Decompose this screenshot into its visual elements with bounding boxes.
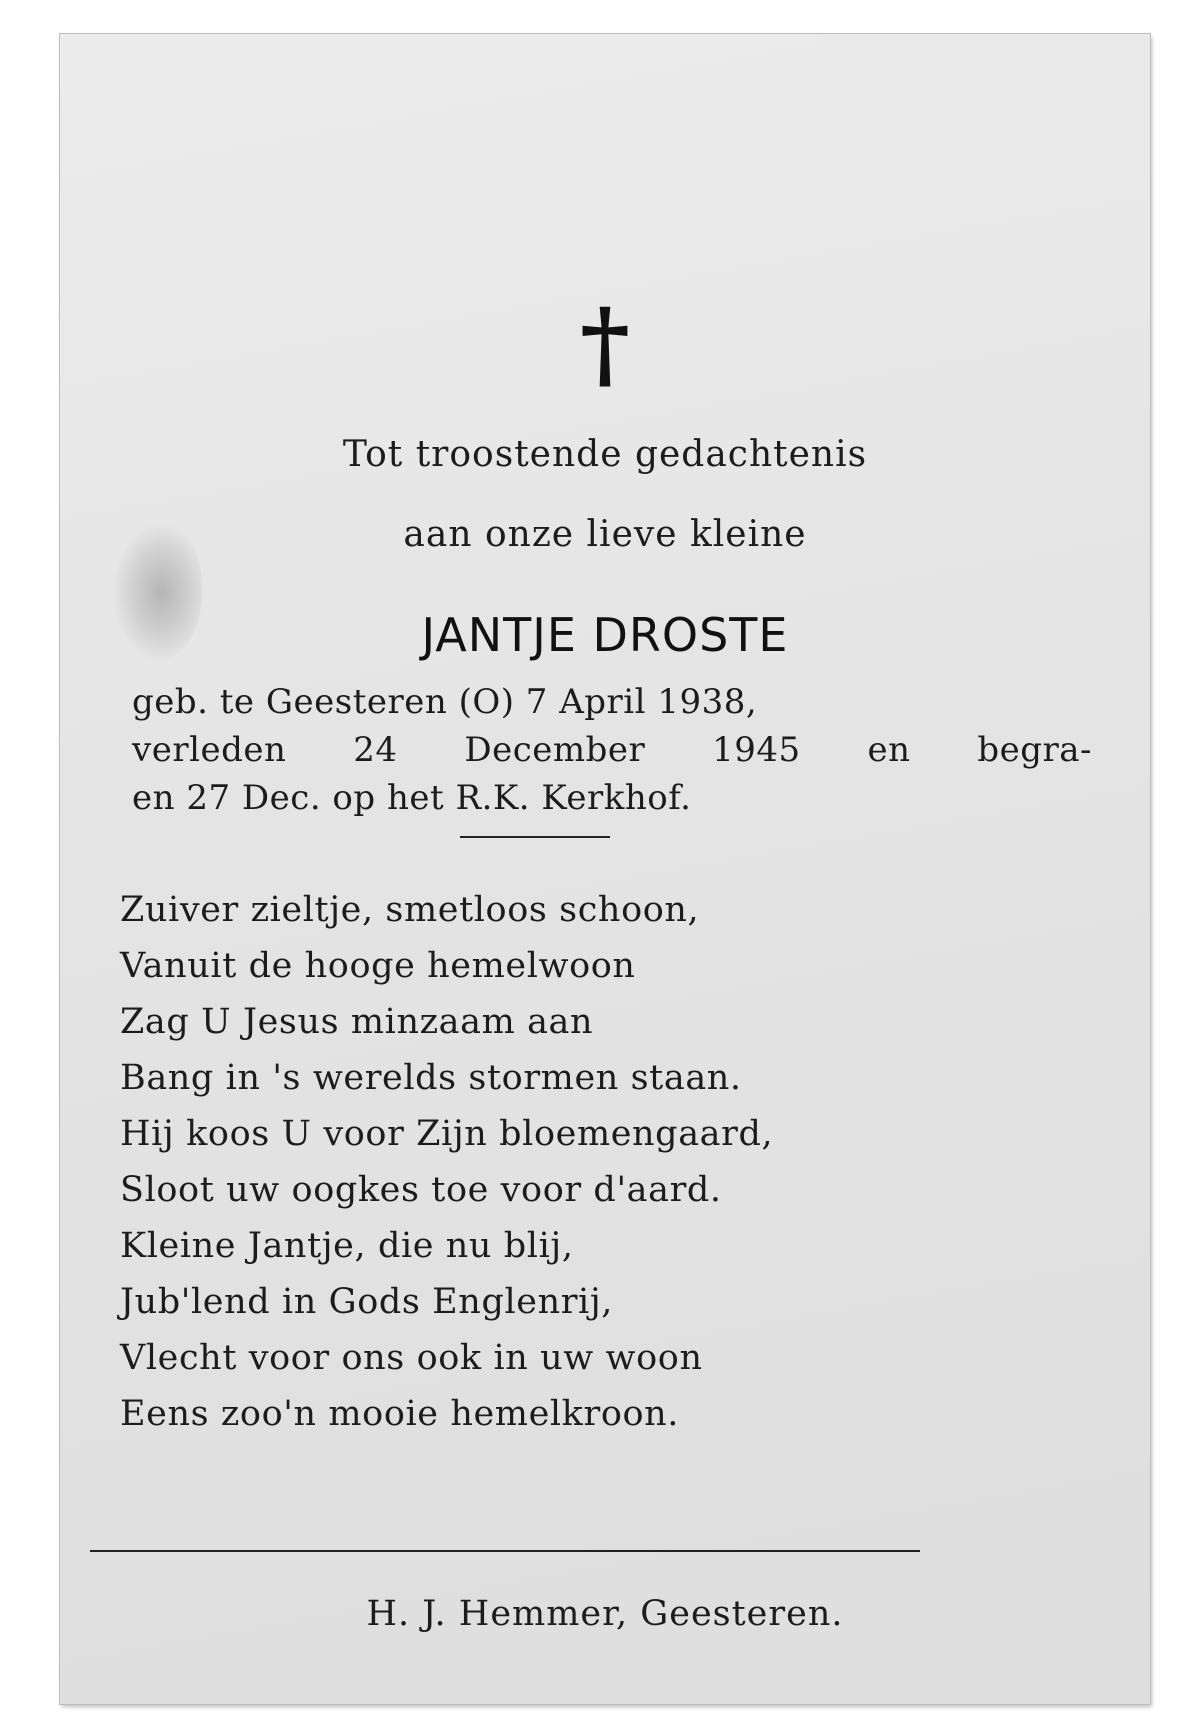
poem-line: Vlecht voor ons ook in uw woon [120,1338,703,1378]
birth-death-details [132,678,1092,822]
divider-short [460,836,610,838]
poem-line: Hij koos U voor Zijn bloemengaard, [120,1114,774,1154]
cross-icon: † [579,287,631,400]
poem-line: Bang in 's werelds stormen staan. [120,1058,742,1098]
detail-line: en 27 Dec. op het R.K. Kerkhof. [132,778,692,818]
heading-line-2: aan onze lieve kleine [403,514,807,555]
poem-line: Kleine Jantje, die nu blij, [120,1226,574,1266]
poem-line: Jub'lend in Gods Englenrij, [120,1282,614,1322]
poem-line: Eens zoo'n mooie hemelkroon. [120,1394,680,1434]
poem-line: Zag U Jesus minzaam aan [120,1002,594,1042]
poem [120,882,773,1442]
printer-credit: H. J. Hemmer, Geesteren. [366,1594,844,1634]
detail-line: verleden 24 December 1945 en begra- [132,730,1092,770]
memorial-card [60,34,1150,1704]
poem-line: Zuiver zieltje, smetloos schoon, [120,890,700,930]
poem-line: Vanuit de hooge hemelwoon [120,946,636,986]
deceased-name: JANTJE DROSTE [421,608,789,662]
detail-line: geb. te Geesteren (O) 7 April 1938, [132,682,758,722]
poem-line: Sloot uw oogkes toe voor d'aard. [120,1170,722,1210]
divider-long [90,1550,920,1552]
heading-line-1: Tot troostende gedachtenis [342,434,868,475]
